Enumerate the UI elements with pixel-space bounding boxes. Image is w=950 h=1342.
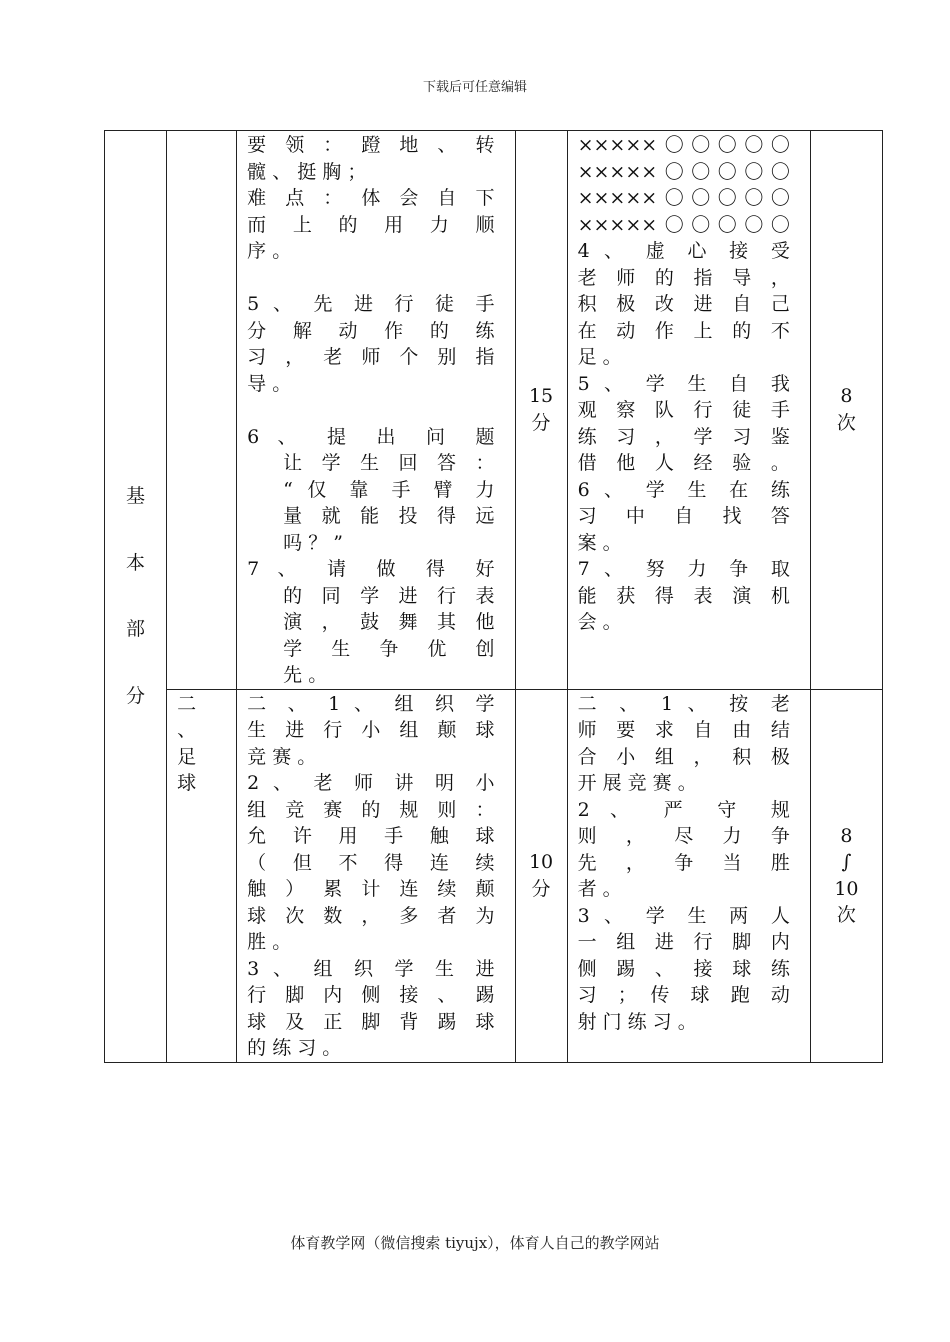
- text-line: 能 获 得 表 演 机: [577, 584, 790, 607]
- text-line: 合 小 组 ， 积 极: [577, 745, 790, 768]
- text-line: 射 门 练 习 。: [577, 1010, 697, 1033]
- text-line: 习 ； 传 球 跑 动: [577, 984, 790, 1006]
- table-row-2: [105, 689, 883, 1062]
- table-row-1: [105, 131, 883, 690]
- text-line: [247, 265, 494, 292]
- count-unit: 次: [836, 411, 856, 434]
- text-line: 胜 。: [247, 931, 292, 953]
- text-line: 习 中 自 找 答: [577, 505, 790, 527]
- text-line: 3 、 学 生 两 人: [577, 904, 790, 927]
- text-line: 者 。: [577, 878, 622, 900]
- text-line: 二 、 1 、 按 老: [577, 692, 790, 715]
- text-line: ×××××〇〇〇〇〇: [577, 134, 790, 156]
- text-line: 6 、 提 出 问 题: [247, 425, 495, 448]
- text-line: 2 、 老 师 讲 明 小: [247, 772, 495, 794]
- text-line: “ 仅 靠 手 臂 力: [283, 478, 495, 501]
- count-value: 8: [840, 385, 853, 408]
- text-line: 吗 ？ ”: [283, 531, 343, 554]
- text-line: 行 脚 内 侧 接 、 踢: [247, 984, 495, 1006]
- text-line: 二 、 1 、 组 织 学: [247, 692, 495, 715]
- text-line: 髋 、 挺 胸 ；: [247, 160, 367, 183]
- text-line: 一 组 进 行 脚 内: [577, 931, 790, 953]
- text-line: 5 、 先 进 行 徒 手: [247, 293, 495, 315]
- text-line: 侧 踢 、 接 球 练: [577, 957, 790, 980]
- section-label-char: 分: [126, 684, 146, 707]
- text-line: （ 但 不 得 连 续: [247, 851, 495, 874]
- time-value: 10: [528, 851, 554, 873]
- teacher-activity-cell-1: [237, 131, 515, 690]
- text-line: 先 ， 争 当 胜: [577, 851, 790, 874]
- text-line: 让 学 生 回 答 ：: [283, 452, 495, 474]
- text-line: 4 、 虚 心 接 受: [577, 240, 790, 262]
- text-line: 老 师 的 指 导 ，: [577, 266, 790, 289]
- text-line: 演 ， 鼓 舞 其 他: [283, 611, 495, 633]
- text-line: 序 。: [247, 240, 292, 262]
- lesson-plan-table: [104, 130, 883, 1063]
- teacher-activity-cell-2: [237, 689, 515, 1062]
- text-line: 量 就 能 投 得 远: [283, 505, 495, 527]
- text-line: 则 ， 尽 力 争: [577, 825, 790, 847]
- student-activity-cell-2: [567, 689, 810, 1062]
- count-cell-1: [810, 131, 882, 690]
- section-label-char: 基: [126, 485, 146, 508]
- text-line: 生 进 行 小 组 颠 球: [247, 719, 495, 741]
- text-line: 5 、 学 生 自 我: [577, 372, 790, 395]
- text-line: 6 、 学 生 在 练: [577, 478, 790, 501]
- text-line: 难 点 ： 体 会 自 下: [247, 187, 495, 209]
- count-value: 8: [840, 824, 853, 847]
- section-label-char: 部: [126, 618, 146, 641]
- text-line: 7 、 请 做 得 好: [247, 558, 495, 580]
- count-symbol: ∫: [841, 851, 852, 873]
- text-line: 导 。: [247, 372, 292, 395]
- section-label-char: 本: [126, 551, 146, 574]
- topic-char: 足: [177, 745, 197, 768]
- text-line: 足 。: [577, 346, 622, 368]
- text-line: ×××××〇〇〇〇〇: [577, 160, 790, 183]
- text-line: 学 生 争 优 创: [283, 637, 495, 660]
- count-cell-2: [810, 689, 882, 1062]
- count-value: 10: [834, 877, 859, 900]
- text-line: 7 、 努 力 争 取: [577, 558, 790, 580]
- text-line: 借 他 人 经 验 。: [577, 452, 790, 474]
- text-line: 师 要 求 自 由 结: [577, 719, 790, 741]
- text-line: 练 习 ， 学 习 鉴: [577, 425, 790, 448]
- text-line: 2 、 严 守 规: [577, 798, 790, 821]
- topic-char: 二: [177, 692, 197, 715]
- text-line: 3 、 组 织 学 生 进: [247, 957, 495, 980]
- topic-cell-2: [167, 689, 237, 1062]
- time-value: 15: [528, 385, 554, 408]
- text-line: 触 ） 累 计 连 续 颠: [247, 878, 495, 900]
- text-line: ×××××〇〇〇〇〇: [577, 213, 790, 236]
- topic-cell-1: [167, 131, 237, 690]
- text-line: 允 许 用 手 触 球: [247, 825, 495, 847]
- text-line: 而 上 的 用 力 顺: [247, 213, 495, 236]
- topic-char: 球: [177, 772, 197, 794]
- text-line: 先 。: [283, 664, 328, 686]
- page-footer-note: 体育教学网（微信搜索 tiyujx），体育人自己的教学网站: [290, 1234, 660, 1252]
- text-line: 组 竞 赛 的 规 则 ：: [247, 798, 495, 821]
- text-line: 习 ， 老 师 个 别 指: [247, 346, 495, 368]
- text-line: 案 。: [577, 531, 622, 554]
- time-unit: 分: [531, 877, 551, 900]
- section-label-cell: [105, 131, 167, 1063]
- text-line: 的 练 习 。: [247, 1037, 342, 1059]
- text-line: 球 及 正 脚 背 踢 球: [247, 1010, 495, 1033]
- text-line: 要 领 ： 蹬 地 、 转: [247, 134, 495, 156]
- text-line: 在 动 作 上 的 不: [577, 319, 790, 342]
- text-line: 会 。: [577, 611, 622, 633]
- text-line: 的 同 学 进 行 表: [283, 584, 495, 607]
- time-cell-1: [515, 131, 567, 690]
- page-header-note: 下载后可任意编辑: [422, 80, 527, 95]
- time-unit: 分: [531, 411, 551, 434]
- student-activity-cell-1: [567, 131, 810, 690]
- text-line: 积 极 改 进 自 己: [577, 293, 790, 315]
- text-line: 观 察 队 行 徒 手: [577, 399, 790, 421]
- text-line: [247, 397, 494, 424]
- text-line: 开 展 竞 赛 。: [577, 772, 697, 794]
- text-line: 竞 赛 。: [247, 745, 317, 768]
- topic-char: 、: [177, 719, 197, 741]
- time-cell-2: [515, 689, 567, 1062]
- text-line: 球 次 数 ， 多 者 为: [247, 904, 495, 927]
- text-line: ×××××〇〇〇〇〇: [577, 187, 790, 209]
- count-unit: 次: [836, 904, 856, 926]
- text-line: 分 解 动 作 的 练: [247, 319, 495, 342]
